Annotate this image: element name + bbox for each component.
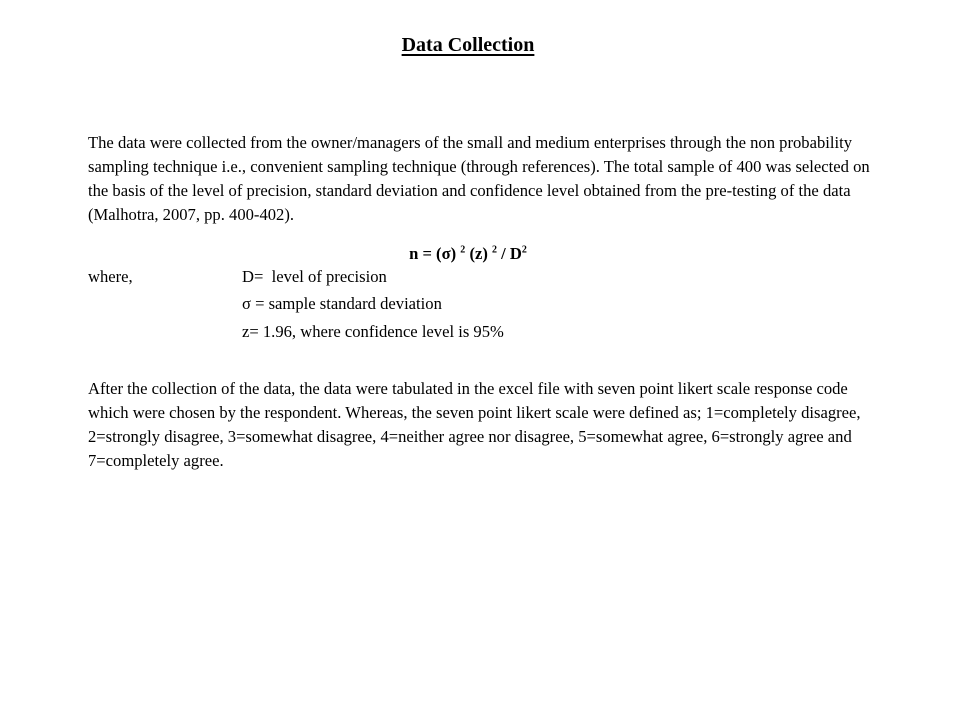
- intro-paragraph: The data were collected from the owner/managers of the small and medium enterprises through the non probability sampling technique i.e., convenient sampling technique (through references). The total sample of 400 was selected on the basis of the level of precision, standard deviation and confidence level obtained from the pre-testing of the data (Malhotra, 2007, pp. 400-402).: [88, 133, 870, 224]
- definition-std-deviation: σ = sample standard deviation: [242, 294, 442, 313]
- formula-exponent-3: 2: [521, 244, 527, 256]
- formula-exponent-1: 2: [460, 244, 466, 256]
- sample-size-formula: [0, 242, 936, 266]
- formula-part-3: / D: [497, 244, 522, 263]
- definition-z-value: z= 1.96, where confidence level is 95%: [242, 322, 504, 341]
- likert-paragraph: After the collection of the data, the data were tabulated in the excel file with seven point likert scale response code which were chosen by the respondent. Whereas, the seven point likert scale were defined as; 1=completely disagree, 2=strongly disagree, 3=somewhat disagree, 4=neither agree nor disagree, 5=somewhat agree, 6=strongly agree and 7=completely agree.: [88, 379, 861, 470]
- formula-part-2: (z): [465, 244, 493, 263]
- slide-title: Data Collection: [401, 34, 535, 56]
- definition-precision: D= level of precision: [242, 267, 387, 286]
- where-label: where,: [88, 267, 133, 286]
- formula-part-1: n = (σ): [409, 244, 461, 263]
- formula-exponent-2: 2: [492, 244, 498, 256]
